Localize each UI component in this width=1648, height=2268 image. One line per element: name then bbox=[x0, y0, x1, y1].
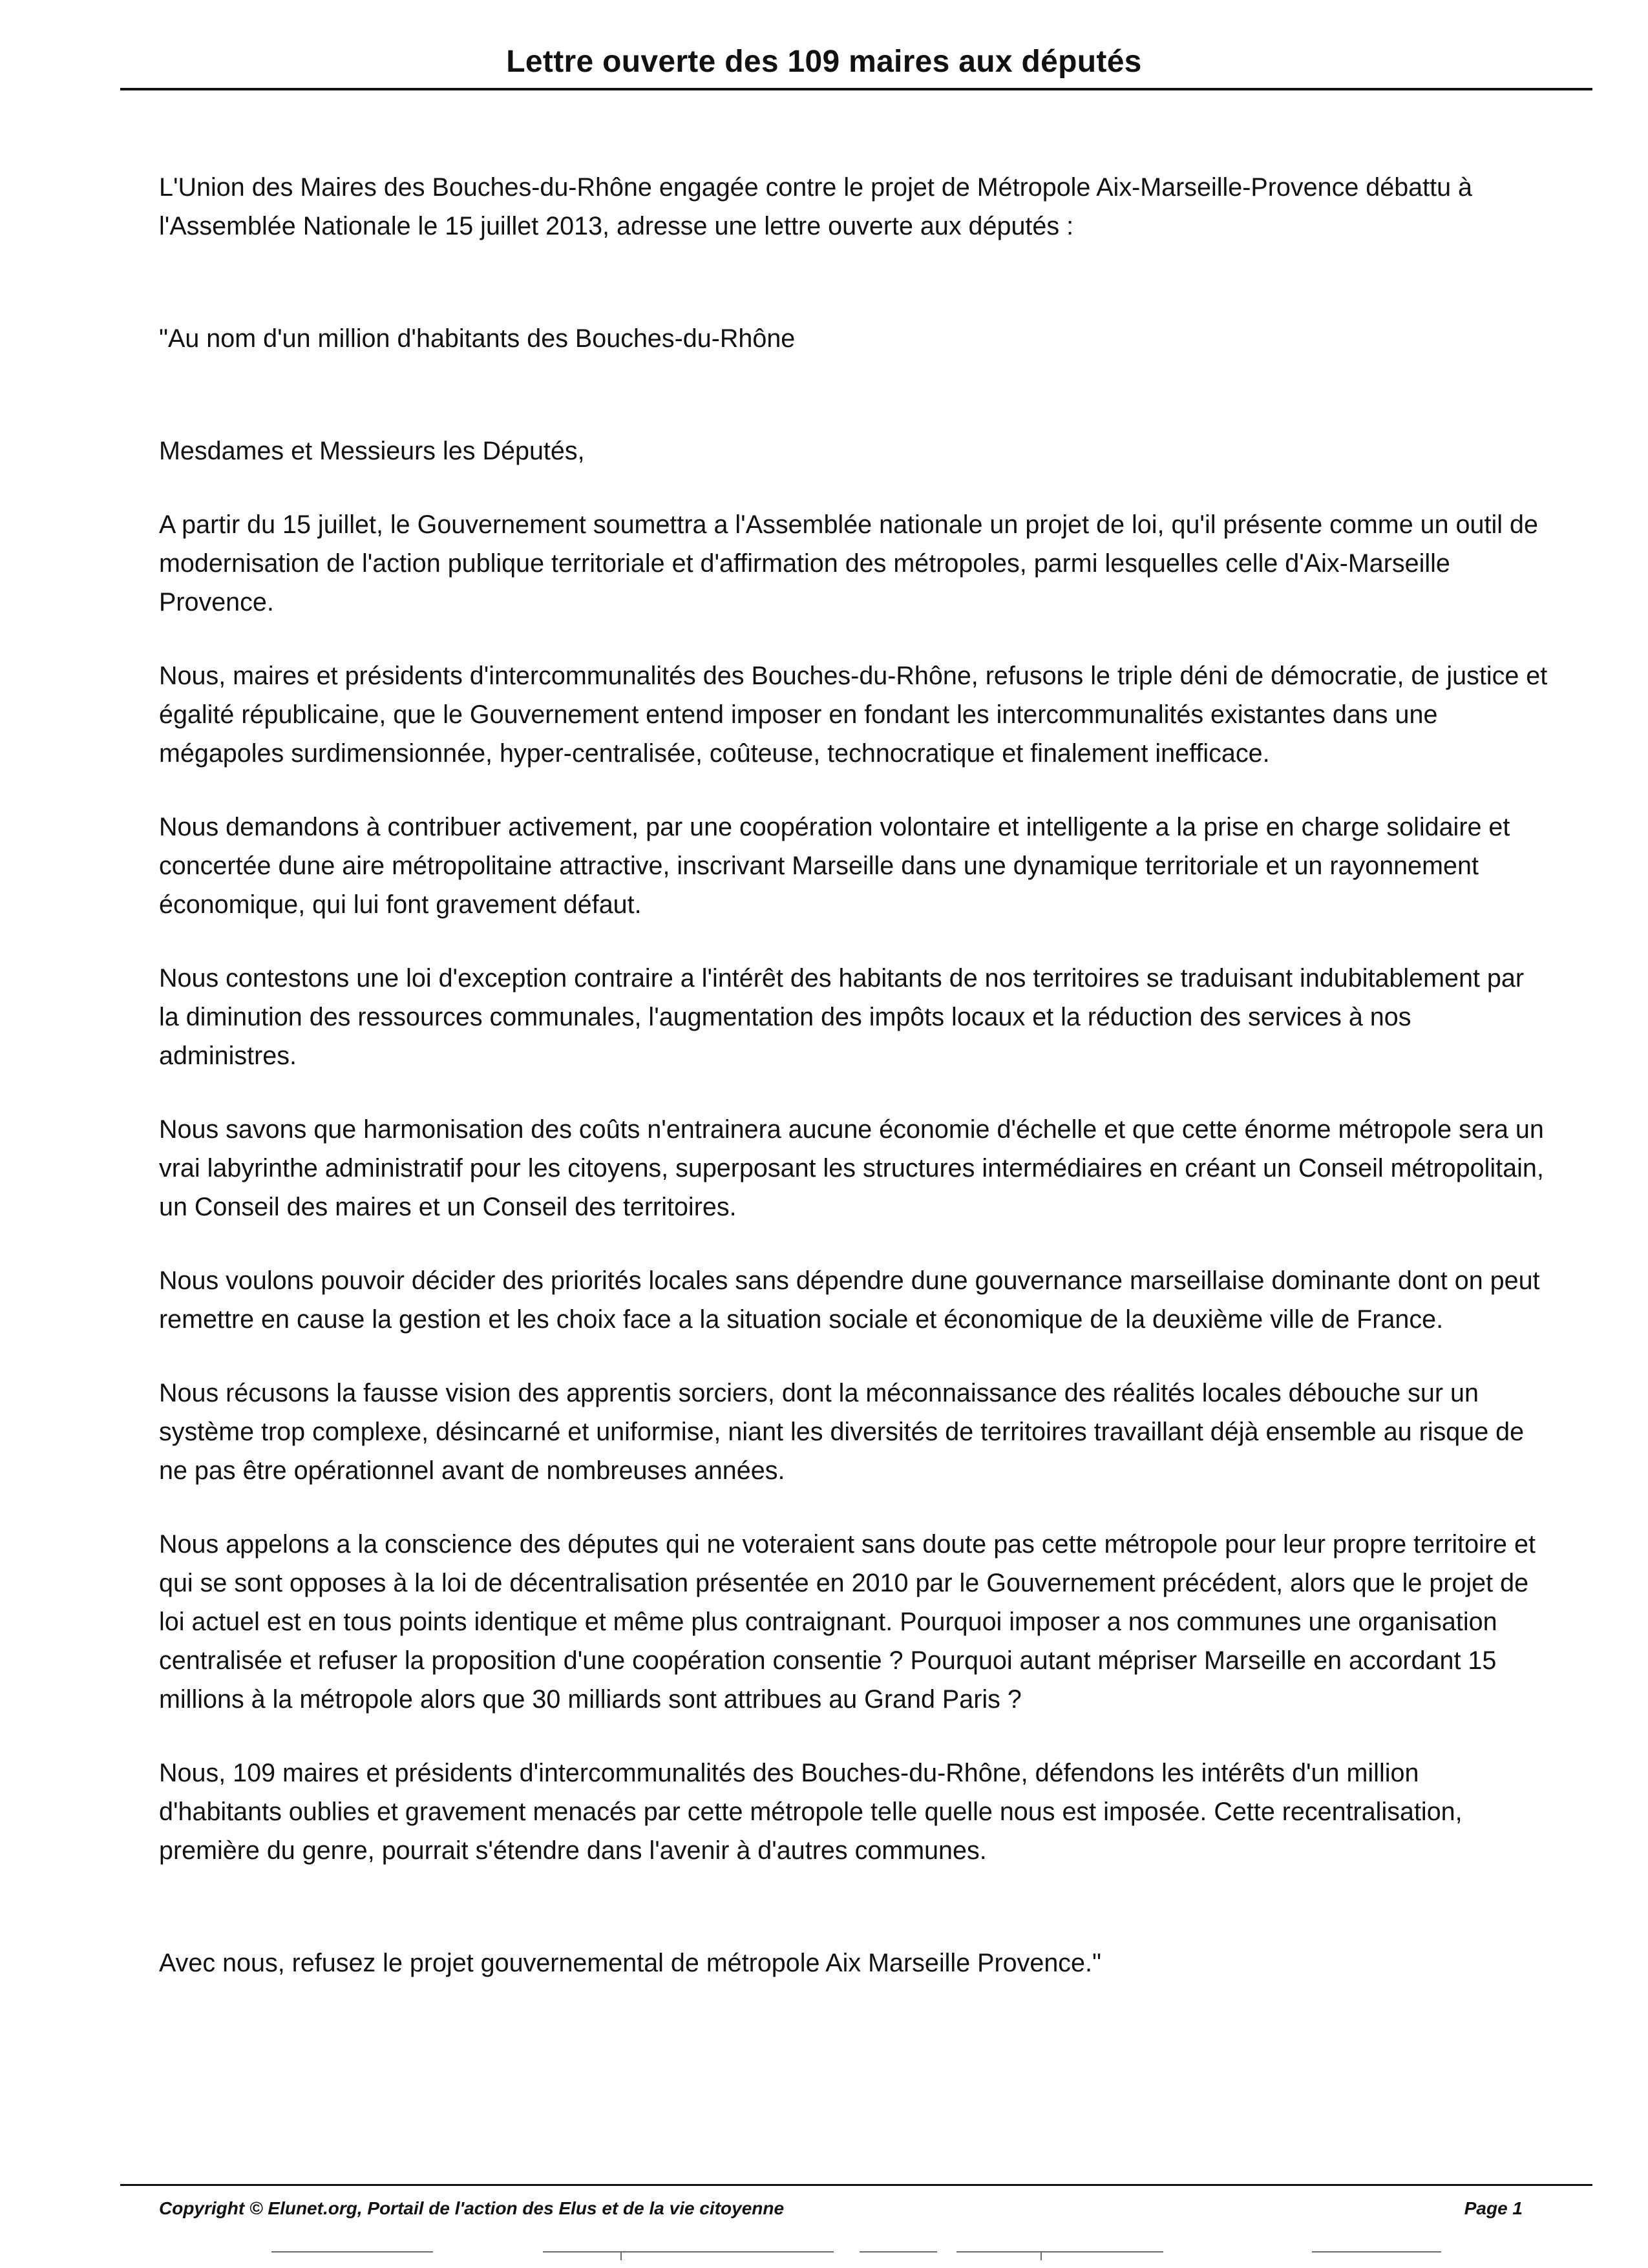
intro-paragraph: L'Union des Maires des Bouches-du-Rhône engagée contre le projet de Métropole Aix-Marseille-Provence débattu à l'Assemblée Nationale le 15 juillet 2013, adresse une lettre ouverte aux députés : bbox=[159, 173, 1472, 240]
body-paragraph: Nous, 109 maires et présidents d'intercommunalités des Bouches-du-Rhône, défendons les intérêts d'un million d'habitants oublies et gravement menacés par cette métropole telle quelle nous est imposée. Cette recentralisation, première du genre, pourrait s'étendre dans l'avenir à d'autres communes. bbox=[159, 1759, 1463, 1865]
body-paragraph: Nous, maires et présidents d'intercommunalités des Bouches-du-Rhône, refusons le triple déni de démocratie, de justice et égalité républicaine, que le Gouvernement entend imposer en fondant les intercommunalités existantes dans une mégapoles surdimensionnée, hyper-centralisée, coûteuse, technocratique et finalement inefficace. bbox=[159, 662, 1548, 768]
footer-page-number: Page 1 bbox=[1464, 2198, 1523, 2218]
letter-heading: "Au nom d'un million d'habitants des Bouches-du-Rhône bbox=[159, 324, 796, 353]
body-paragraph: Nous voulons pouvoir décider des priorités locales sans dépendre dune gouvernance marseillaise dominante dont on peut remettre en cause la gestion et les choix face a la situation sociale et économique de la deuxième ville de France. bbox=[159, 1266, 1540, 1334]
page-title: Lettre ouverte des 109 maires aux députés bbox=[506, 45, 1142, 79]
scan-mark bbox=[271, 2251, 433, 2252]
footer-divider bbox=[120, 2184, 1592, 2186]
letter-salutation: Mesdames et Messieurs les Députés, bbox=[159, 437, 585, 465]
scan-mark bbox=[620, 2251, 622, 2260]
body-paragraph: Nous savons que harmonisation des coûts n'entrainera aucune économie d'échelle et que cette énorme métropole sera un vrai labyrinthe administratif pour les citoyens, superposant les structures intermédiaires en créant un Conseil métropolitain, un Conseil des maires et un Conseil des territoires. bbox=[159, 1115, 1544, 1221]
body-paragraph: Nous récusons la fausse vision des apprentis sorciers, dont la méconnaissance des réalités locales débouche sur un système trop complexe, désincarné et uniformise, niant les diversités de territoires travaillant déjà ensemble au risque de ne pas être opérationnel avant de nombreuses années. bbox=[159, 1379, 1525, 1485]
body-paragraph: Nous appelons a la conscience des députes qui ne voteraient sans doute pas cette métropole pour leur propre territoire et qui se sont opposes à la loi de décentralisation présentée en 2010 par le Gouvernement précédent, alors que le projet de loi actuel est en tous points identique et même plus contraignant. Pourquoi imposer a nos communes une organisation centralisée et refuser la proposition d'une coopération consentie ? Pourquoi autant mépriser Marseille en accordant 15 millions à la métropole alors que 30 milliards sont attribues au Grand Paris ? bbox=[159, 1530, 1536, 1714]
scan-mark bbox=[543, 2251, 834, 2252]
body-paragraph: Nous demandons à contribuer activement, par une coopération volontaire et intelligente a la prise en charge solidaire et concertée dune aire métropolitaine attractive, inscrivant Marseille dans une dynamique territoriale et un rayonnement économique, qui lui font gravement défaut. bbox=[159, 813, 1510, 919]
body-paragraph: A partir du 15 juillet, le Gouvernement soumettra a l'Assemblée nationale un projet de loi, qu'il présente comme un outil de modernisation de l'action publique territoriale et d'affirmation des métropoles, parmi lesquelles celle d'Aix-Marseille Provence. bbox=[159, 510, 1538, 616]
scan-mark bbox=[860, 2251, 937, 2252]
closing-paragraph: Avec nous, refusez le projet gouvernemental de métropole Aix Marseille Provence." bbox=[159, 1949, 1102, 1977]
scan-mark bbox=[956, 2251, 1163, 2252]
letter-body bbox=[159, 168, 1548, 2017]
footer-copyright: Copyright © Elunet.org, Portail de l'action des Elus et de la vie citoyenne bbox=[159, 2198, 785, 2218]
title-divider bbox=[120, 88, 1592, 90]
scan-mark bbox=[1312, 2251, 1441, 2252]
scan-mark bbox=[1041, 2251, 1042, 2260]
body-paragraph: Nous contestons une loi d'exception contraire a l'intérêt des habitants de nos territoires se traduisant indubitablement par la diminution des ressources communales, l'augmentation des impôts locaux et la réduction des services à nos administres. bbox=[159, 964, 1525, 1070]
